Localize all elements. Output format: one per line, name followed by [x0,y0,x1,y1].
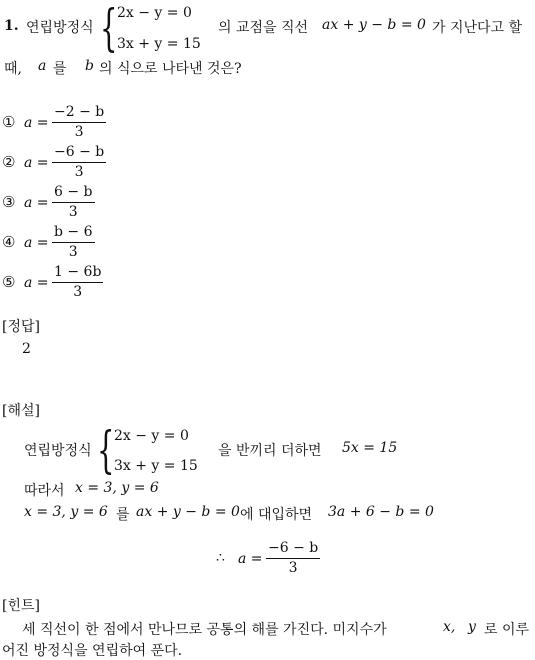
system-brace: { [100,0,118,57]
fraction-denominator: 3 [74,124,84,140]
solution-after-system: 을 반끼리 더하면 [218,443,322,459]
solution-line3-math1: x = 3, y = 6 [24,504,108,520]
hint-var-x: x, [443,619,456,635]
problem-text-prefix: 연립방정식 [26,20,94,36]
answer-value: 2 [22,341,31,357]
therefore-symbol: ∴ [216,550,225,566]
problem-line2-prefix: 때, [4,61,22,77]
hint-line1-tail: 로 이루 [484,622,530,638]
fraction-numerator: −6 − b [268,540,319,556]
problem-number: 1. [4,18,19,34]
fraction-numerator: b − 6 [54,224,93,240]
choice-fraction [52,144,106,180]
fraction-bar [266,558,320,559]
problem-line2-mid2: 의 식으로 나타낸 것은? [99,61,242,77]
fraction-numerator: −6 − b [54,144,105,160]
system-eq2: 3x + y = 15 [117,36,201,52]
hint-line1: 세 직선이 한 점에서 만나므로 공통의 해를 가진다. 미지수가 [22,622,387,638]
solution-final-fraction [266,540,320,576]
fraction-bar [52,122,106,123]
choice-fraction [52,264,103,300]
solution-system-prefix: 연립방정식 [24,443,92,459]
choice-fraction [52,104,106,140]
problem-text-after-system: 의 교점을 직선 [218,20,309,36]
fraction-denominator: 3 [288,560,298,576]
answer-label: [정답] [2,319,40,335]
fraction-numerator: 6 − b [54,184,93,200]
hint-label: [힌트] [2,598,40,614]
solution-sum-result: 5x = 15 [342,440,398,456]
choice-lhs: a = [24,195,49,211]
problem-var-a: a [38,58,47,74]
fraction-denominator: 3 [73,284,83,300]
problem-var-b: b [85,58,94,74]
choice-lhs: a = [24,115,49,131]
choice-marker: ④ [2,233,16,251]
solution-line3-text2: 에 대입하면 [240,507,313,523]
system-eq1: 2x − y = 0 [117,5,192,21]
solution-line2-prefix: 따라서 [24,483,65,499]
hint-line2: 어진 방정식을 연립하여 푼다. [2,643,183,659]
choice-lhs: a = [24,235,49,251]
problem-line2-mid1: 를 [53,61,67,77]
solution-line2-math: x = 3, y = 6 [75,480,159,496]
fraction-denominator: 3 [68,244,78,260]
solution-system-eq2: 3x + y = 15 [114,458,198,474]
fraction-numerator: 1 − 6b [54,264,102,280]
choice-marker: ⑤ [2,273,16,291]
choice-marker: ① [2,113,16,131]
choice-lhs: a = [24,275,49,291]
solution-final-lhs: a = [238,551,263,567]
choice-marker: ② [2,153,16,171]
solution-label: [해설] [2,403,40,419]
fraction-denominator: 3 [68,204,78,220]
hint-var-y: y [468,619,476,635]
solution-system-eq1: 2x − y = 0 [114,428,189,444]
choice-lhs: a = [24,155,49,171]
solution-system-brace: { [97,421,115,479]
choice-fraction [52,224,95,260]
fraction-bar [52,282,103,283]
problem-text-tail: 가 지난다고 할 [432,20,523,36]
problem-line-equation: ax + y − b = 0 [322,17,426,33]
fraction-denominator: 3 [74,164,84,180]
choice-fraction [52,184,95,220]
solution-line3-math2: ax + y − b = 0 [136,504,240,520]
fraction-numerator: −2 − b [54,104,105,120]
fraction-bar [52,162,106,163]
solution-line3-text1: 를 [116,507,130,523]
fraction-bar [52,202,95,203]
choice-marker: ③ [2,193,16,211]
solution-line3-math3: 3a + 6 − b = 0 [328,504,434,520]
fraction-bar [52,242,95,243]
